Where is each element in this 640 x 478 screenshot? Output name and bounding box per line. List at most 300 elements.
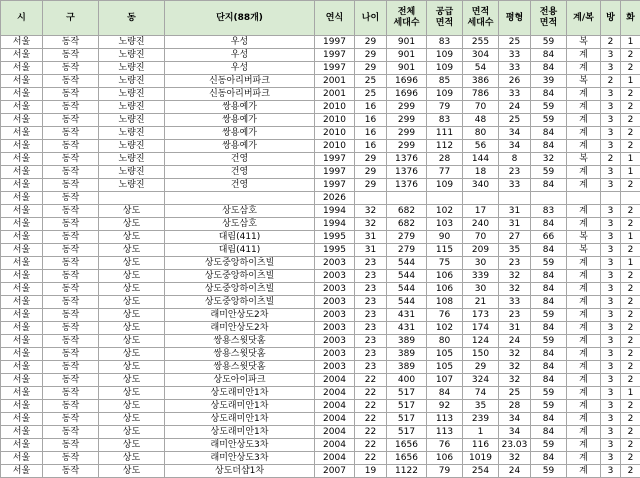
- table-cell: 1995: [315, 244, 355, 257]
- table-cell: 8: [499, 153, 531, 166]
- column-header: 화: [621, 1, 640, 36]
- table-cell: 건영: [165, 153, 315, 166]
- table-cell: 동작: [43, 374, 99, 387]
- table-cell: 3: [601, 179, 621, 192]
- table-cell: 400: [387, 374, 427, 387]
- table-cell: 상도: [99, 465, 165, 478]
- table-cell: 상도래미안1차: [165, 387, 315, 400]
- table-cell: 계: [567, 400, 601, 413]
- table-cell: 2004: [315, 387, 355, 400]
- table-cell: 계: [567, 322, 601, 335]
- table-cell: 80: [463, 127, 499, 140]
- table-cell: 34: [499, 140, 531, 153]
- table-cell: 계: [567, 296, 601, 309]
- table-cell: 324: [463, 374, 499, 387]
- table-cell: 84: [531, 348, 567, 361]
- table-cell: 노량진: [99, 101, 165, 114]
- table-row: [1, 127, 640, 140]
- table-cell: 32: [499, 270, 531, 283]
- table-cell: 2010: [315, 140, 355, 153]
- table-cell: 23: [355, 257, 387, 270]
- table-row: [1, 387, 640, 400]
- table-cell: 32: [355, 218, 387, 231]
- table-cell: 2: [621, 88, 640, 101]
- table-cell: 116: [463, 439, 499, 452]
- table-cell: 901: [387, 49, 427, 62]
- table-cell: 108: [427, 296, 463, 309]
- table-cell: [387, 192, 427, 205]
- table-cell: 1997: [315, 36, 355, 49]
- table-cell: 상도: [99, 335, 165, 348]
- table-cell: 1997: [315, 153, 355, 166]
- table-cell: 1: [621, 36, 640, 49]
- table-cell: 83: [427, 114, 463, 127]
- table-cell: 31: [355, 244, 387, 257]
- table-cell: 우성: [165, 36, 315, 49]
- table-cell: 3: [601, 270, 621, 283]
- table-cell: 상도중앙하이츠빌: [165, 257, 315, 270]
- table-cell: 2: [621, 439, 640, 452]
- table-cell: 노량진: [99, 75, 165, 88]
- table-cell: 쌍용예가: [165, 127, 315, 140]
- table-cell: 24: [499, 335, 531, 348]
- header-row: [1, 1, 640, 36]
- column-header: 구: [43, 1, 99, 36]
- table-cell: 2003: [315, 309, 355, 322]
- table-cell: 대림(411): [165, 244, 315, 257]
- table-cell: 113: [427, 426, 463, 439]
- table-cell: 1696: [387, 75, 427, 88]
- column-header: 연식: [315, 1, 355, 36]
- table-cell: 3: [601, 465, 621, 478]
- table-cell: 2003: [315, 270, 355, 283]
- table-cell: 389: [387, 361, 427, 374]
- column-header: 전용 면적: [531, 1, 567, 36]
- table-cell: 복: [567, 153, 601, 166]
- table-cell: 544: [387, 270, 427, 283]
- table-cell: [355, 192, 387, 205]
- table-cell: 계: [567, 101, 601, 114]
- table-cell: 19: [355, 465, 387, 478]
- table-cell: 2: [621, 374, 640, 387]
- table-cell: 23: [499, 257, 531, 270]
- table-cell: 3: [601, 244, 621, 257]
- table-row: [1, 205, 640, 218]
- table-cell: 계: [567, 426, 601, 439]
- table-cell: 계: [567, 62, 601, 75]
- table-cell: 79: [427, 465, 463, 478]
- table-cell: 682: [387, 218, 427, 231]
- table-cell: 상도아이파크: [165, 374, 315, 387]
- table-cell: 240: [463, 218, 499, 231]
- table-cell: 동작: [43, 140, 99, 153]
- table-row: [1, 140, 640, 153]
- table-cell: 33: [499, 88, 531, 101]
- table-row: [1, 166, 640, 179]
- table-cell: 1997: [315, 62, 355, 75]
- table-cell: 29: [355, 62, 387, 75]
- table-cell: 2003: [315, 348, 355, 361]
- table-cell: 105: [427, 361, 463, 374]
- table-cell: [567, 192, 601, 205]
- table-cell: 1: [621, 387, 640, 400]
- table-cell: 서울: [1, 153, 43, 166]
- table-cell: 상도: [99, 374, 165, 387]
- table-cell: 쌍용예가: [165, 101, 315, 114]
- table-row: [1, 309, 640, 322]
- table-cell: 3: [601, 296, 621, 309]
- table-cell: 동작: [43, 426, 99, 439]
- table-cell: 83: [531, 205, 567, 218]
- table-cell: 2004: [315, 439, 355, 452]
- table-cell: 동작: [43, 36, 99, 49]
- table-cell: 동작: [43, 205, 99, 218]
- table-cell: 85: [427, 75, 463, 88]
- table-cell: 2: [621, 140, 640, 153]
- table-cell: 동작: [43, 439, 99, 452]
- table-cell: 2003: [315, 322, 355, 335]
- table-cell: 29: [355, 49, 387, 62]
- table-cell: 서울: [1, 101, 43, 114]
- table-cell: 동작: [43, 244, 99, 257]
- table-cell: 54: [463, 62, 499, 75]
- table-cell: 76: [427, 439, 463, 452]
- table-cell: 84: [531, 270, 567, 283]
- table-cell: 29: [355, 179, 387, 192]
- table-row: [1, 413, 640, 426]
- table-cell: 23: [355, 335, 387, 348]
- table-cell: 상도래미안1차: [165, 426, 315, 439]
- table-cell: 상도래미안1차: [165, 413, 315, 426]
- table-cell: 동작: [43, 335, 99, 348]
- table-cell: 23: [355, 296, 387, 309]
- table-cell: 1696: [387, 88, 427, 101]
- table-cell: 계: [567, 140, 601, 153]
- table-cell: 2003: [315, 257, 355, 270]
- table-cell: 105: [427, 348, 463, 361]
- table-cell: 84: [531, 140, 567, 153]
- table-cell: 84: [531, 361, 567, 374]
- table-cell: 2001: [315, 75, 355, 88]
- table-cell: 2: [621, 101, 640, 114]
- table-cell: 56: [463, 140, 499, 153]
- table-cell: 109: [427, 88, 463, 101]
- table-cell: 32: [355, 205, 387, 218]
- table-cell: 22: [355, 426, 387, 439]
- table-cell: 2: [621, 426, 640, 439]
- table-cell: 계: [567, 114, 601, 127]
- table-cell: 1994: [315, 218, 355, 231]
- table-cell: 3: [601, 348, 621, 361]
- table-cell: 서울: [1, 88, 43, 101]
- table-cell: 2: [601, 75, 621, 88]
- table-cell: 상도중앙하이츠빌: [165, 296, 315, 309]
- table-row: [1, 283, 640, 296]
- table-cell: 28: [499, 400, 531, 413]
- table-cell: 32: [499, 283, 531, 296]
- table-cell: 340: [463, 179, 499, 192]
- table-cell: 124: [463, 335, 499, 348]
- table-cell: 상도: [99, 218, 165, 231]
- column-header: 방: [601, 1, 621, 36]
- table-cell: 59: [531, 114, 567, 127]
- column-header: 공급 면적: [427, 1, 463, 36]
- table-cell: 106: [427, 452, 463, 465]
- table-cell: 3: [601, 387, 621, 400]
- table-cell: 서울: [1, 192, 43, 205]
- table-cell: 26: [499, 75, 531, 88]
- table-row: [1, 361, 640, 374]
- table-cell: 상도: [99, 426, 165, 439]
- table-cell: 2: [621, 179, 640, 192]
- table-cell: 우성: [165, 49, 315, 62]
- table-cell: 48: [463, 114, 499, 127]
- table-cell: 우성: [165, 62, 315, 75]
- table-cell: 동작: [43, 62, 99, 75]
- table-cell: 239: [463, 413, 499, 426]
- table-cell: 2: [621, 283, 640, 296]
- table-cell: 상도: [99, 283, 165, 296]
- table-cell: 3: [601, 439, 621, 452]
- table-cell: 건영: [165, 166, 315, 179]
- table-cell: 23.03: [499, 439, 531, 452]
- table-cell: 동작: [43, 114, 99, 127]
- table-cell: 33: [499, 179, 531, 192]
- table-cell: 1997: [315, 166, 355, 179]
- table-cell: 299: [387, 114, 427, 127]
- table-cell: 84: [531, 426, 567, 439]
- table-row: [1, 218, 640, 231]
- column-header: 계/복: [567, 1, 601, 36]
- table-cell: 상도중앙하이츠빌: [165, 270, 315, 283]
- table-cell: 517: [387, 426, 427, 439]
- table-cell: 34: [499, 413, 531, 426]
- table-cell: 1656: [387, 439, 427, 452]
- table-cell: 서울: [1, 179, 43, 192]
- table-cell: 2: [621, 244, 640, 257]
- table-cell: 서울: [1, 361, 43, 374]
- table-cell: 30: [463, 257, 499, 270]
- table-cell: 서울: [1, 62, 43, 75]
- table-cell: 1376: [387, 166, 427, 179]
- table-cell: 복: [567, 75, 601, 88]
- table-cell: 29: [355, 36, 387, 49]
- table-cell: 2003: [315, 361, 355, 374]
- table-row: [1, 270, 640, 283]
- table-cell: 79: [427, 101, 463, 114]
- table-cell: 22: [355, 387, 387, 400]
- table-cell: 59: [531, 36, 567, 49]
- table-cell: 299: [387, 127, 427, 140]
- table-cell: 34: [499, 426, 531, 439]
- table-cell: 2003: [315, 335, 355, 348]
- table-row: [1, 153, 640, 166]
- table-cell: 3: [601, 114, 621, 127]
- table-cell: 23: [355, 361, 387, 374]
- table-cell: 동작: [43, 361, 99, 374]
- table-cell: [601, 192, 621, 205]
- table-cell: 2004: [315, 374, 355, 387]
- table-cell: 109: [427, 62, 463, 75]
- table-cell: 서울: [1, 49, 43, 62]
- table-cell: 25: [499, 114, 531, 127]
- table-cell: 76: [427, 309, 463, 322]
- table-cell: 31: [499, 218, 531, 231]
- table-cell: 786: [463, 88, 499, 101]
- table-cell: 3: [601, 257, 621, 270]
- table-cell: 112: [427, 140, 463, 153]
- table-cell: 상도: [99, 439, 165, 452]
- table-cell: 노량진: [99, 62, 165, 75]
- table-cell: [463, 192, 499, 205]
- table-row: [1, 400, 640, 413]
- table-cell: 서울: [1, 426, 43, 439]
- table-cell: 389: [387, 348, 427, 361]
- table-cell: 상도: [99, 413, 165, 426]
- table-row: [1, 75, 640, 88]
- table-cell: 2010: [315, 101, 355, 114]
- table-cell: 16: [355, 140, 387, 153]
- table-cell: 서울: [1, 387, 43, 400]
- table-cell: 2: [621, 218, 640, 231]
- table-cell: 상도: [99, 244, 165, 257]
- table-cell: 계: [567, 335, 601, 348]
- column-header: 시: [1, 1, 43, 36]
- table-cell: 2004: [315, 413, 355, 426]
- table-cell: 래미안상도2차: [165, 322, 315, 335]
- table-cell: 동작: [43, 153, 99, 166]
- table-cell: 2: [621, 296, 640, 309]
- table-cell: 3: [601, 140, 621, 153]
- table-cell: 682: [387, 205, 427, 218]
- table-cell: 83: [427, 36, 463, 49]
- table-cell: 150: [463, 348, 499, 361]
- table-row: [1, 192, 640, 205]
- table-cell: 109: [427, 179, 463, 192]
- table-cell: 23: [355, 322, 387, 335]
- table-cell: 2004: [315, 400, 355, 413]
- table-cell: 노량진: [99, 166, 165, 179]
- table-cell: 23: [355, 309, 387, 322]
- table-cell: 노량진: [99, 127, 165, 140]
- table-row: [1, 257, 640, 270]
- table-cell: 계: [567, 439, 601, 452]
- column-header: 전체 세대수: [387, 1, 427, 36]
- table-cell: 113: [427, 413, 463, 426]
- table-cell: 동작: [43, 400, 99, 413]
- table-cell: 건영: [165, 179, 315, 192]
- table-cell: 동작: [43, 452, 99, 465]
- table-cell: 3: [601, 101, 621, 114]
- table-cell: 동작: [43, 218, 99, 231]
- table-cell: 상도삼호: [165, 218, 315, 231]
- table-cell: 3: [601, 400, 621, 413]
- table-cell: 동작: [43, 179, 99, 192]
- table-cell: 3: [601, 166, 621, 179]
- table-cell: 59: [531, 309, 567, 322]
- table-cell: 1995: [315, 231, 355, 244]
- table-cell: 상도: [99, 387, 165, 400]
- table-cell: 106: [427, 270, 463, 283]
- table-cell: 서울: [1, 439, 43, 452]
- table-row: [1, 335, 640, 348]
- table-cell: 동작: [43, 166, 99, 179]
- table-cell: 상도: [99, 270, 165, 283]
- column-header: 평형: [499, 1, 531, 36]
- table-cell: 2: [621, 309, 640, 322]
- table-cell: 서울: [1, 114, 43, 127]
- column-header: 동: [99, 1, 165, 36]
- table-cell: 상도: [99, 400, 165, 413]
- table-cell: 59: [531, 387, 567, 400]
- table-cell: 27: [499, 231, 531, 244]
- table-cell: 18: [463, 166, 499, 179]
- table-cell: 2: [601, 36, 621, 49]
- table-cell: [499, 192, 531, 205]
- table-row: [1, 231, 640, 244]
- table-cell: 상도: [99, 348, 165, 361]
- table-cell: 서울: [1, 231, 43, 244]
- table-cell: 계: [567, 452, 601, 465]
- table-cell: 상도: [99, 322, 165, 335]
- table-cell: 계: [567, 270, 601, 283]
- table-cell: 544: [387, 283, 427, 296]
- table-cell: 1: [621, 231, 640, 244]
- table-cell: 144: [463, 153, 499, 166]
- table-cell: 서울: [1, 244, 43, 257]
- table-row: [1, 62, 640, 75]
- table-cell: 22: [355, 439, 387, 452]
- table-cell: 2004: [315, 452, 355, 465]
- table-cell: 174: [463, 322, 499, 335]
- table-row: [1, 114, 640, 127]
- table-cell: 쌍용스윗닷홈: [165, 335, 315, 348]
- table-cell: 3: [601, 205, 621, 218]
- table-cell: 상도삼호: [165, 205, 315, 218]
- table-cell: 84: [531, 218, 567, 231]
- table-cell: 23: [355, 348, 387, 361]
- table-cell: 서울: [1, 322, 43, 335]
- table-cell: 계: [567, 179, 601, 192]
- table-cell: 동작: [43, 49, 99, 62]
- table-cell: 복: [567, 244, 601, 257]
- table-cell: 66: [531, 231, 567, 244]
- table-cell: [531, 192, 567, 205]
- table-cell: 84: [531, 283, 567, 296]
- table-cell: 서울: [1, 400, 43, 413]
- table-cell: 34: [499, 127, 531, 140]
- table-cell: 29: [463, 361, 499, 374]
- table-cell: 쌍용예가: [165, 114, 315, 127]
- table-cell: 노량진: [99, 179, 165, 192]
- table-cell: 1: [621, 153, 640, 166]
- table-cell: 389: [387, 335, 427, 348]
- table-row: [1, 88, 640, 101]
- table-row: [1, 348, 640, 361]
- table-row: [1, 439, 640, 452]
- table-cell: 1376: [387, 153, 427, 166]
- table-cell: 서울: [1, 348, 43, 361]
- table-cell: 1: [621, 166, 640, 179]
- table-cell: 1997: [315, 179, 355, 192]
- table-cell: 32: [499, 348, 531, 361]
- table-cell: 쌍용스윗닷홈: [165, 348, 315, 361]
- table-cell: 107: [427, 374, 463, 387]
- table-cell: 서울: [1, 205, 43, 218]
- table-cell: 23: [499, 309, 531, 322]
- table-cell: 2003: [315, 283, 355, 296]
- table-cell: 노량진: [99, 114, 165, 127]
